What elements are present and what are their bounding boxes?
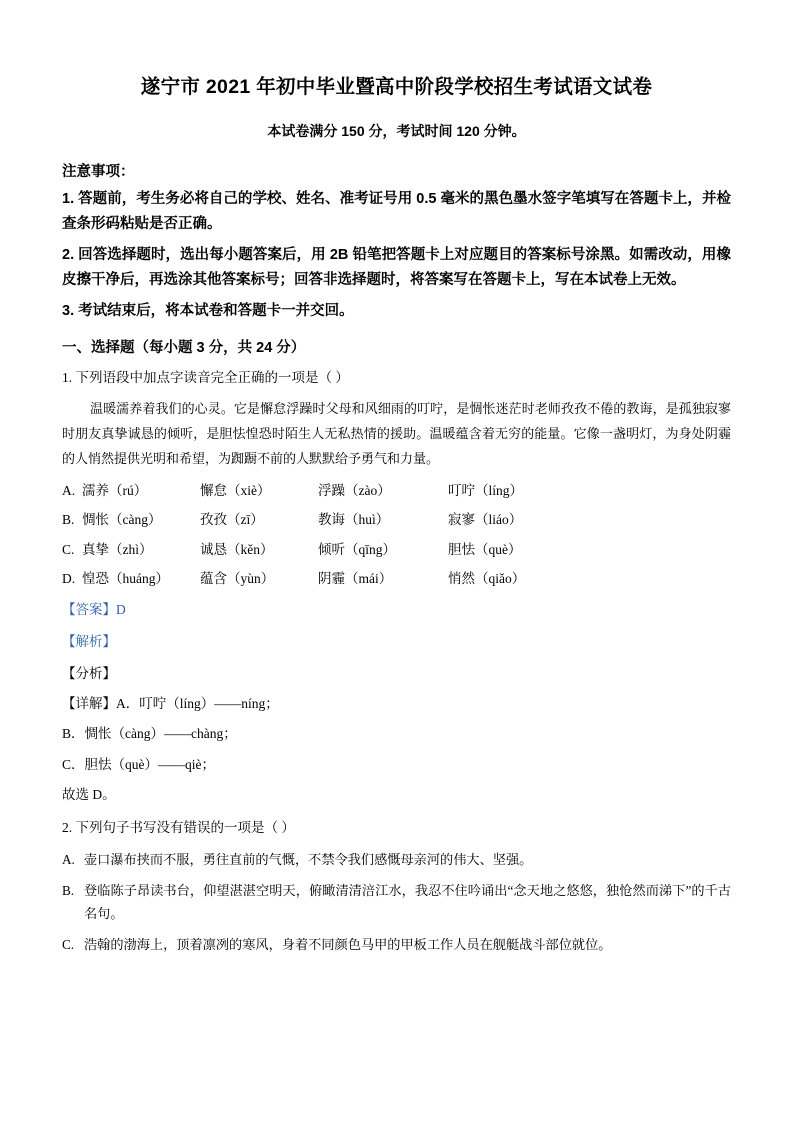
option-label: C. — [62, 541, 75, 557]
option-item: 真挚（zhì） — [82, 541, 153, 557]
option-label: B. — [62, 883, 75, 899]
question-1-detail-3: C．胆怯（què）——qiè； — [62, 756, 215, 772]
option-label: C. — [62, 937, 75, 953]
option-item: 倾听（qīng） — [318, 541, 397, 557]
question-1-passage: 温暖濡养着我们的心灵。它是懈怠浮躁时父母和风细雨的叮咛，是惆怅迷茫时老师孜孜不倦的教诲，是孤独寂寥时朋友真挚诚恳的倾听，是胆怯惶恐时陌生人无私热情的援助。温暖蕴含着无穷的能量。它像一盏明灯，为身处阴霾的人悄然提供光明和希望，为踟蹰不前的人默默给予勇气和力量。 — [62, 400, 731, 467]
option-item: 孜孜（zī） — [200, 512, 264, 528]
option-item: 胆怯（què） — [448, 541, 522, 557]
option-text: 壶口瀑布挟而不服，勇往直前的气慨，不禁令我们感慨母亲河的伟大、坚强。 — [84, 851, 533, 867]
question-1-option-b[interactable] — [62, 509, 731, 531]
section-heading: 一、选择题（每小题 3 分，共 24 分） — [62, 339, 306, 356]
question-1-option-c[interactable] — [62, 539, 731, 561]
notice-item-1: 1. 答题前，考生务必将自己的学校、姓名、准考证号用 0.5 毫米的黑色墨水签字笔填写在答题卡上，并检查条形码粘贴是否正确。 — [62, 191, 731, 233]
option-item: 浮躁（zào） — [318, 482, 391, 498]
question-1-detail-1: 【详解】A．叮咛（líng）——níng； — [62, 695, 279, 711]
option-item: 蕴含（yùn） — [200, 571, 275, 587]
notice-item-3: 3. 考试结束后，将本试卷和答题卡一并交回。 — [62, 303, 354, 320]
question-2-option-a[interactable] — [62, 849, 731, 871]
option-item: 濡养（rú） — [82, 482, 148, 498]
question-1-analysis-label: 【解析】 — [62, 634, 116, 650]
option-text: 登临陈子昂读书台，仰望湛湛空明天，俯瞰清清涪江水，我忍不住吟诵出“念天地之悠悠，独怆然而涕下”的千古名句。 — [84, 883, 731, 921]
option-label: D. — [62, 571, 76, 587]
option-item: 教诲（huì） — [318, 512, 390, 528]
option-item: 诚恳（kěn） — [200, 541, 274, 557]
question-1-analyze-label: 【分析】 — [62, 665, 116, 681]
question-2-option-b[interactable] — [62, 880, 731, 925]
option-item: 叮咛（líng） — [448, 482, 524, 498]
option-item: 悄然（qiǎo） — [448, 571, 526, 587]
question-1-detail-2: B．惆怅（càng）——chàng； — [62, 726, 237, 742]
option-item: 惶恐（huáng） — [82, 571, 169, 587]
option-label: A. — [62, 482, 76, 498]
question-1-detail-4: 故选 D。 — [62, 786, 116, 802]
notice-item-2: 2. 回答选择题时，选出每小题答案后，用 2B 铅笔把答题卡上对应题目的答案标号涂黑。如需改动，用橡皮擦干净后，再选涂其他答案标号；回答非选择题时，将答案写在答题卡上，写在本试卷上无效。 — [62, 247, 731, 289]
option-label: A. — [62, 851, 75, 867]
option-item: 惆怅（càng） — [82, 512, 162, 528]
option-item: 寂寥（liáo） — [448, 512, 523, 528]
notice-heading: 注意事项： — [62, 164, 135, 181]
question-1-stem: 1. 下列语段中加点字读音完全正确的一项是（ ） — [62, 369, 349, 385]
page-title: 遂宁市 2021 年初中毕业暨高中阶段学校招生考试语文试卷 — [140, 76, 653, 98]
option-item: 阴霾（mái） — [318, 571, 393, 587]
option-item: 懈怠（xiè） — [200, 482, 271, 498]
question-1-option-d[interactable] — [62, 568, 731, 590]
question-2-stem: 2. 下列句子书写没有错误的一项是（ ） — [62, 820, 295, 836]
exam-subtitle: 本试卷满分 150 分，考试时间 120 分钟。 — [267, 123, 526, 140]
question-1-option-a[interactable] — [62, 480, 731, 502]
question-2-option-c[interactable] — [62, 934, 731, 956]
option-label: B. — [62, 512, 75, 528]
option-text: 浩翰的渤海上，顶着凛冽的寒风，身着不同颜色马甲的甲板工作人员在舰艇战斗部位就位。 — [84, 937, 612, 953]
question-1-answer: 【答案】D — [62, 602, 126, 618]
